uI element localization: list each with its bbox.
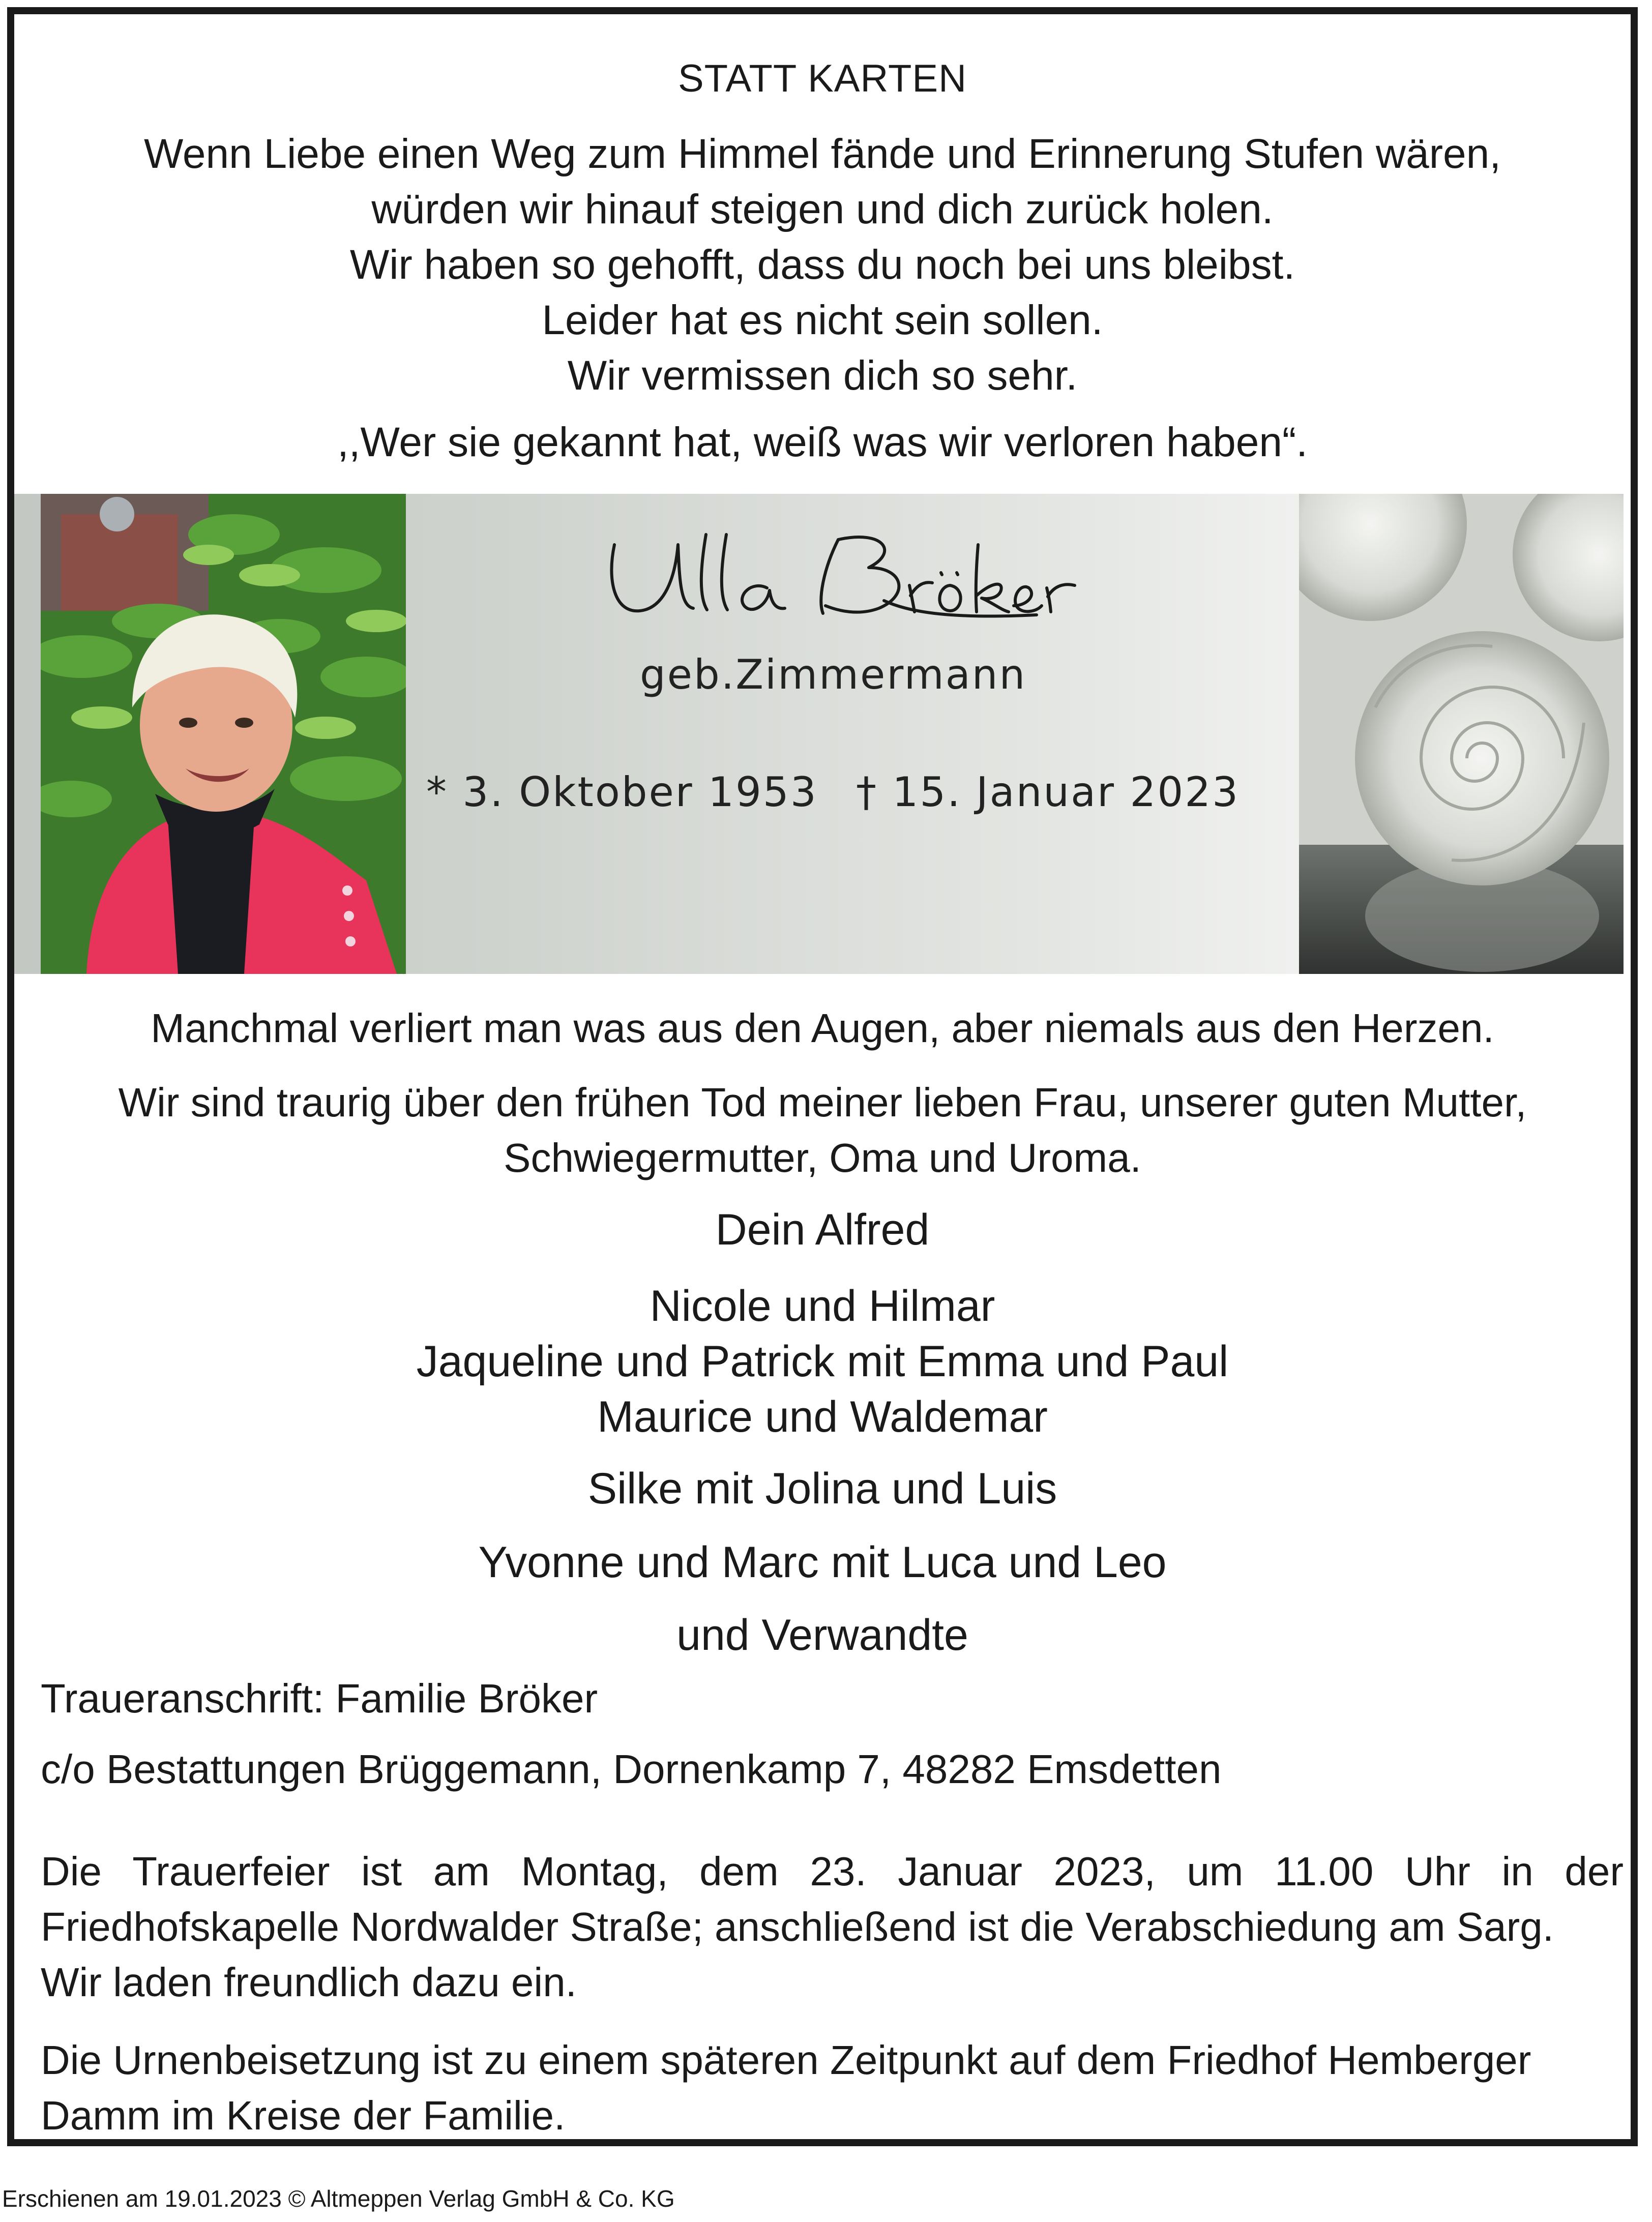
poem-line: Wenn Liebe einen Weg zum Himmel fände und Erinnerung Stufen wären, [143, 131, 1501, 177]
sorrow-line: Schwiegermutter, Oma und Uroma. [504, 1135, 1141, 1180]
mourner-group-silke: Silke mit Jolina und Luis [587, 1464, 1057, 1513]
sorrow-line: Wir sind traurig über den frühen Tod meiner lieben Frau, unserer guten Mutter, [118, 1080, 1527, 1125]
memorial-saying: Manchmal verliert man was aus den Augen, aber niemals aus den Herzen. [151, 1005, 1494, 1051]
portrait-photo [41, 494, 406, 974]
publication-footer: Erschienen am 19.01.2023 © Altmeppen Verlag GmbH & Co. KG [2, 2185, 675, 2212]
address-label: Traueranschrift: Familie Bröker [41, 1676, 598, 1721]
ceremony-line: Friedhofskapelle Nordwalder Straße; anschließend ist die Verabschiedung am Sarg. [41, 1904, 1554, 1949]
rose-photo [1299, 494, 1624, 974]
birth-date: * 3. Oktober 1953 [426, 768, 818, 816]
name-banner [14, 494, 1624, 974]
mourner-line: Nicole und Hilmar [650, 1282, 995, 1330]
death-date: † 15. Januar 2023 [856, 768, 1240, 816]
address-line: c/o Bestattungen Brüggemann, Dornenkamp 7, 48282 Emsdetten [41, 1746, 1222, 1792]
burial-line: Die Urnenbeisetzung ist zu einem späteren Zeitpunkt auf dem Friedhof Hemberger [41, 2037, 1531, 2083]
poem-line: Leider hat es nicht sein sollen. [542, 297, 1103, 343]
mourner-group-children [14, 1279, 1631, 1445]
memorial-poem [14, 126, 1631, 403]
poem-line: Wir vermissen dich so sehr. [567, 352, 1078, 399]
statt-karten-heading: STATT KARTEN [677, 57, 967, 100]
memorial-quote: ,,Wer sie gekannt hat, weiß was wir verloren haben“. [337, 419, 1308, 465]
obituary-frame [7, 7, 1638, 2146]
poem-line: Wir haben so gehofft, dass du noch bei uns bleibst. [349, 242, 1295, 288]
maiden-name: geb.Zimmermann [640, 651, 1027, 698]
ceremony-line: Wir laden freundlich dazu ein. [41, 1960, 577, 2005]
mourner-line: Jaqueline und Patrick mit Emma und Paul [416, 1337, 1229, 1386]
signature-name [599, 524, 1087, 626]
poem-line: würden wir hinauf steigen und dich zurück holen. [371, 186, 1274, 232]
mourner-husband: Dein Alfred [715, 1205, 930, 1254]
ceremony-line: Die Trauerfeier ist am Montag, dem 23. Januar 2023, um 11.00 Uhr in der [41, 1849, 1624, 1894]
burial-line: Damm im Kreise der Familie. [41, 2093, 566, 2138]
mourner-group-yvonne: Yvonne und Marc mit Luca und Leo [478, 1538, 1167, 1587]
mourner-line: Maurice und Waldemar [597, 1393, 1048, 1441]
ceremony-paragraph [41, 1844, 1624, 2010]
burial-paragraph [41, 2032, 1624, 2143]
mourner-relatives: und Verwandte [676, 1611, 968, 1660]
sorrow-statement [14, 1075, 1631, 1186]
